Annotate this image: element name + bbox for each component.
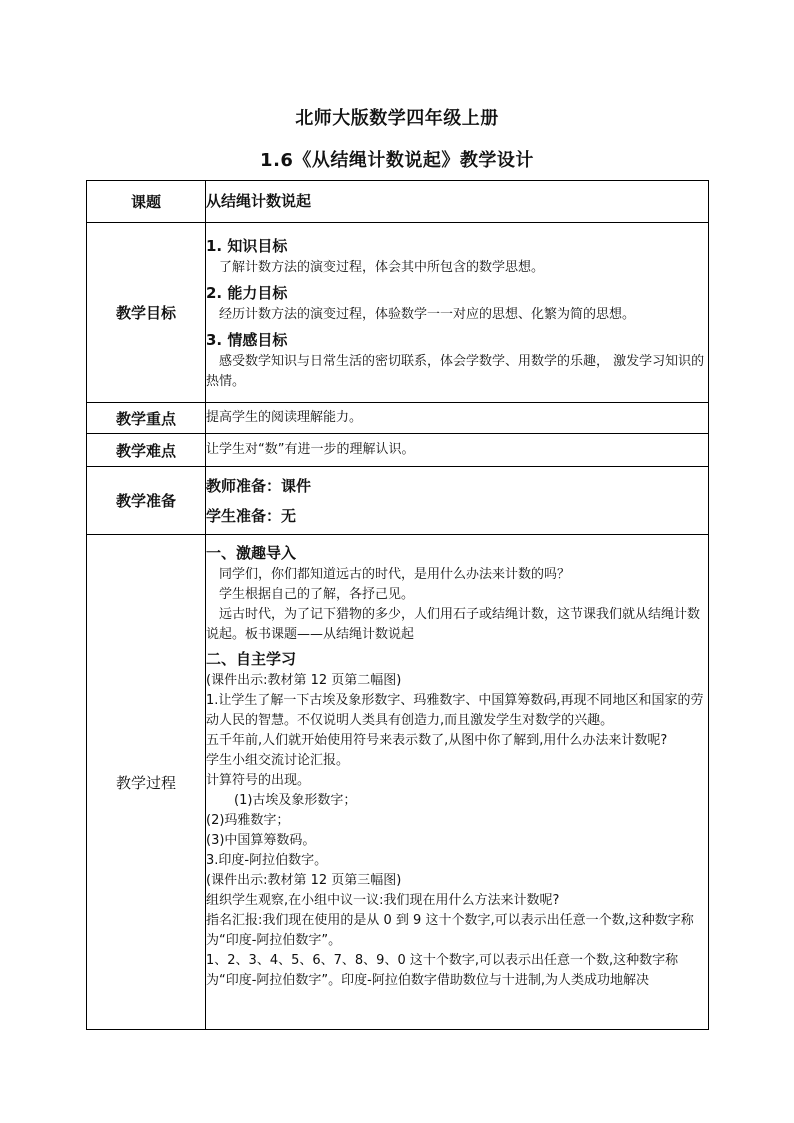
process-line: 指名汇报:我们现在使用的是从 0 到 9 这十个数字,可以表示出任意一个数,这种数字称为“印度-阿拉伯数字”。 xyxy=(206,913,694,948)
process-line: (2)玛雅数字； xyxy=(206,813,290,828)
goals-row xyxy=(87,223,709,403)
process-line: 计算符号的出现。 xyxy=(206,773,311,788)
topic-label: 课题 xyxy=(87,181,206,223)
process-line: 学生根据自己的了解，各抒己见。 xyxy=(219,587,415,602)
teacher-preparation: 教师准备：课件 xyxy=(206,476,312,495)
difficulty-label: 教学难点 xyxy=(87,434,206,467)
process-line-indented: (1)古埃及象形数字； xyxy=(234,793,357,808)
goals-content xyxy=(206,223,709,403)
goal-heading-1: 1. 知识目标 xyxy=(206,236,288,255)
goal-heading-2: 2. 能力目标 xyxy=(206,283,288,302)
goal-text-1: 了解计数方法的演变过程，体会其中所包含的数学思想。 xyxy=(219,259,545,275)
lesson-plan-table xyxy=(86,180,709,1030)
topic-value xyxy=(206,181,709,223)
process-label: 教学过程 xyxy=(87,535,206,1030)
topic-row xyxy=(87,181,709,223)
process-line: 1、2、3、4、5、6、7、8、9、0 这十个数字,可以表示出任意一个数,这种数字称为“印度-阿拉伯数字”。印度-阿拉伯数字借助数位与十进制,为人类成功地解决 xyxy=(206,953,679,988)
process-line: (3)中国算筹数码。 xyxy=(206,833,316,848)
section-title-2: 二、自主学习 xyxy=(206,650,297,668)
section-title-1: 一、激趣导入 xyxy=(206,544,297,562)
difficulty-row xyxy=(87,434,709,467)
process-content xyxy=(206,535,709,1030)
process-line: 五千年前,人们就开始使用符号来表示数了,从图中你了解到,用什么办法来计数呢? xyxy=(206,733,668,748)
process-line: 远古时代，为了记下猎物的多少，人们用石子或结绳计数，这节课我们就从结绳计数说起。板书课题——从结绳计数说起 xyxy=(206,607,701,642)
process-row xyxy=(87,535,709,1030)
process-line: (课件出示:教材第 12 页第二幅图) xyxy=(206,673,402,688)
key-point-value: 提高学生的阅读理解能力。 xyxy=(206,403,709,434)
process-line: 同学们，你们都知道远古的时代，是用什么办法来计数的吗？ xyxy=(219,567,571,582)
process-line: 1.让学生了解一下古埃及象形数字、玛雅数字、中国算筹数码,再现不同地区和国家的劳动人民的智慧。不仅说明人类具有创造力,而且激发学生对数学的兴趣。 xyxy=(206,693,704,728)
goal-text-2: 经历计数方法的演变过程，体验数学一一对应的思想、化繁为简的思想。 xyxy=(219,306,636,322)
goal-text-3: 感受数学知识与日常生活的密切联系，体会学数学、用数学的乐趣， 激发学习知识的热情。 xyxy=(206,353,705,389)
process-line: 学生小组交流讨论汇报。 xyxy=(206,753,350,768)
process-line: 组织学生观察,在小组中议一议:我们现在用什么方法来计数呢? xyxy=(206,893,560,908)
topic-text: 从结绳计数说起 xyxy=(206,191,312,210)
process-line: (课件出示:教材第 12 页第三幅图) xyxy=(206,873,402,888)
key-point-label: 教学重点 xyxy=(87,403,206,434)
preparation-label: 教学准备 xyxy=(87,467,206,535)
goals-label: 教学目标 xyxy=(87,223,206,403)
key-point-row xyxy=(87,403,709,434)
process-text-area xyxy=(206,535,708,1029)
preparation-content xyxy=(206,467,709,535)
document-title: 北师大版数学四年级上册 xyxy=(295,108,499,129)
goal-heading-3: 3. 情感目标 xyxy=(206,330,288,349)
student-preparation: 学生准备：无 xyxy=(206,506,297,525)
preparation-row xyxy=(87,467,709,535)
process-line: 3.印度-阿拉伯数字。 xyxy=(206,853,328,868)
document-subtitle: 1.6《从结绳计数说起》教学设计 xyxy=(260,150,534,171)
difficulty-value: 让学生对“数”有进一步的理解认识。 xyxy=(206,434,709,467)
